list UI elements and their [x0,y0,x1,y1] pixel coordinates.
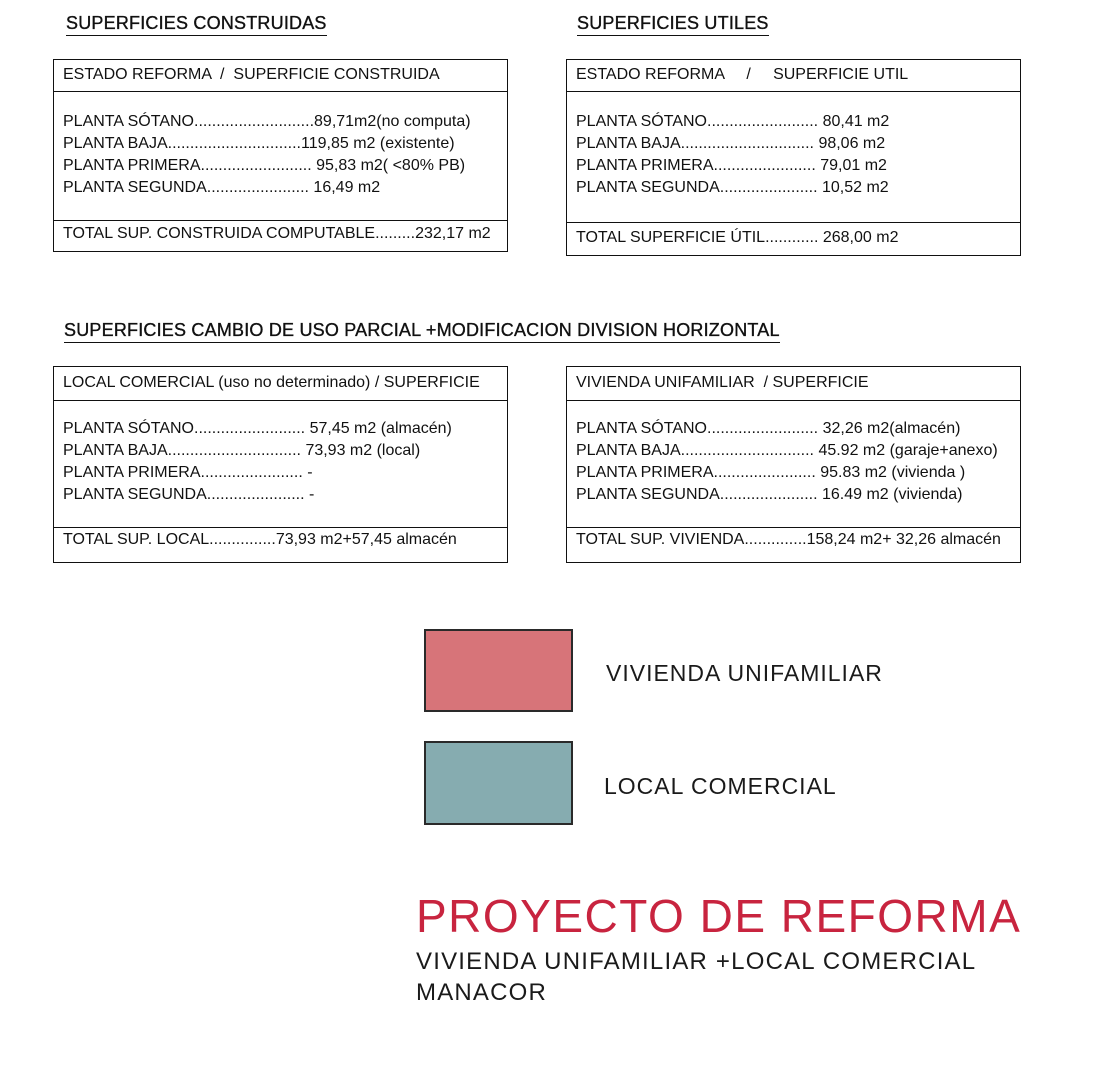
legend-label-vivienda: VIVIENDA UNIFAMILIAR [606,660,883,686]
table-total: TOTAL SUP. CONSTRUIDA COMPUTABLE.........232,17 m2 [54,220,507,251]
table-local-comercial [53,366,508,563]
row-planta-baja: PLANTA BAJA..............................119,85 m2 (existente) [63,135,455,152]
row-planta-segunda: PLANTA SEGUNDA...................... 16.49 m2 (vivienda) [576,486,963,503]
row-planta-baja: PLANTA BAJA.............................. 45.92 m2 (garaje+anexo) [576,442,998,459]
table-rows [63,111,503,199]
section-title-construidas: SUPERFICIES CONSTRUIDAS [66,12,327,36]
table-rows [576,418,1016,506]
table-header: VIVIENDA UNIFAMILIAR / SUPERFICIE [567,367,1020,401]
row-planta-sotano: PLANTA SÓTANO......................... 80,41 m2 [576,113,890,130]
project-title: PROYECTO DE REFORMA [416,890,1022,942]
table-total: TOTAL SUP. VIVIENDA..............158,24 m2+ 32,26 almacén [567,527,1020,562]
table-vivienda-unifamiliar [566,366,1021,563]
row-planta-primera: PLANTA PRIMERA......................... 95,83 m2( <80% PB) [63,157,466,174]
row-planta-primera: PLANTA PRIMERA....................... 95.83 m2 (vivienda ) [576,464,966,481]
project-location: MANACOR [416,979,548,1006]
table-rows [63,418,503,506]
legend-swatch-local [424,741,573,825]
table-superficie-util [566,59,1021,256]
section-title-cambio-uso: SUPERFICIES CAMBIO DE USO PARCIAL +MODIFICACION DIVISION HORIZONTAL [64,319,780,343]
table-header: ESTADO REFORMA / SUPERFICIE UTIL [567,60,1020,92]
project-subtitle: VIVIENDA UNIFAMILIAR +LOCAL COMERCIAL [416,948,977,975]
legend-label-local: LOCAL COMERCIAL [604,773,837,799]
row-planta-primera: PLANTA PRIMERA....................... 79,01 m2 [576,157,887,174]
table-total: TOTAL SUP. LOCAL...............73,93 m2+57,45 almacén [54,527,507,562]
table-superficie-construida [53,59,508,252]
row-planta-baja: PLANTA BAJA.............................. 98,06 m2 [576,135,886,152]
table-rows [576,111,1016,199]
row-planta-segunda: PLANTA SEGUNDA...................... 10,52 m2 [576,179,889,196]
row-planta-baja: PLANTA BAJA.............................. 73,93 m2 (local) [63,442,421,459]
legend-swatch-vivienda [424,629,573,712]
section-title-utiles: SUPERFICIES UTILES [577,12,769,36]
row-planta-segunda: PLANTA SEGUNDA....................... 16,49 m2 [63,179,381,196]
row-planta-segunda: PLANTA SEGUNDA...................... - [63,486,315,503]
row-planta-sotano: PLANTA SÓTANO......................... 32,26 m2(almacén) [576,420,961,437]
row-planta-primera: PLANTA PRIMERA....................... - [63,464,313,481]
table-header: LOCAL COMERCIAL (uso no determinado) / SUPERFICIE [54,367,507,401]
table-total: TOTAL SUPERFICIE ÚTIL............ 268,00 m2 [567,222,1020,255]
table-header: ESTADO REFORMA / SUPERFICIE CONSTRUIDA [54,60,507,92]
row-planta-sotano: PLANTA SÓTANO...........................89,71m2(no computa) [63,113,471,130]
row-planta-sotano: PLANTA SÓTANO......................... 57,45 m2 (almacén) [63,420,452,437]
